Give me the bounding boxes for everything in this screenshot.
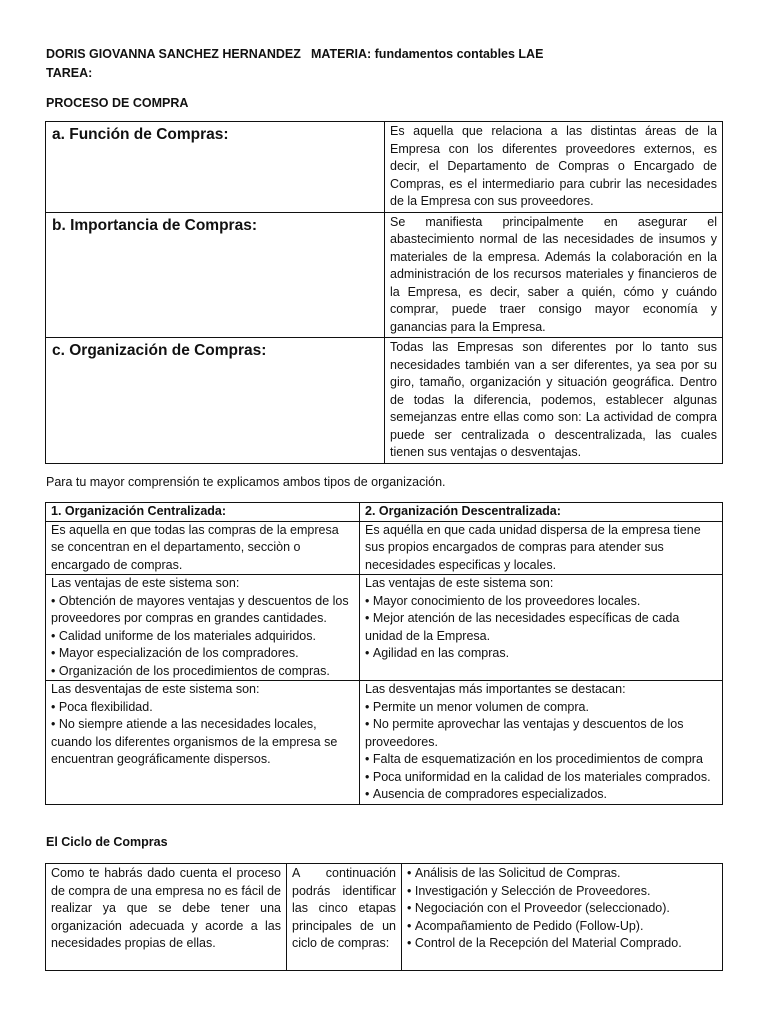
table-row — [46, 503, 723, 522]
table-row — [46, 864, 723, 971]
centralizada-ventajas — [46, 575, 360, 681]
student-name: DORIS GIOVANNA SANCHEZ HERNANDEZ — [46, 47, 301, 61]
ventajas-list — [51, 593, 354, 681]
etapas-list — [407, 865, 717, 953]
organizacion-text: Todas las Empresas son diferentes por lo tanto sus necesidades también van a ser diferentes, ya sea por su giro, tamaño, organización y situación geográfica. Dentro de todas la diferencia, podemos, establecer algunas semejanzas entre ellas como son: La actividad de compra puede ser centralizada o descentralizada, las cuales tienen sus ventajas o desventajas. — [385, 338, 723, 464]
desventajas-list — [365, 699, 717, 804]
list-item: • Agilidad en las compras. — [365, 645, 717, 663]
desventajas-title: Las desventajas de este sistema son: — [51, 682, 260, 696]
list-item: • Mejor atención de las necesidades específicas de cada unidad de la Empresa. — [365, 610, 717, 645]
table-row — [46, 575, 723, 681]
list-item: • Organización de los procedimientos de compras. — [51, 663, 354, 681]
descentralizada-title: 2. Organización Descentralizada: — [360, 503, 723, 522]
list-item: • Permite un menor volumen de compra. — [365, 699, 717, 717]
list-item: • Poca flexibilidad. — [51, 699, 354, 717]
descentralizada-desventajas — [360, 681, 723, 805]
list-item: • Mayor especialización de los compradores. — [51, 645, 354, 663]
organizacion-label: c. Organización de Compras: — [46, 338, 385, 464]
table-row — [46, 681, 723, 805]
subject-label: MATERIA: fundamentos contables LAE — [311, 47, 544, 61]
task-label: TAREA: — [46, 66, 93, 80]
centralizada-definition: Es aquella en que todas las compras de la empresa se concentran en el departamento, secciòn o encargado de compras. — [46, 521, 360, 575]
desventajas-list — [51, 699, 354, 769]
ciclo-etapas-intro: A continuación podrás identificar las cinco etapas principales de un ciclo de compras: — [287, 864, 402, 971]
importancia-label: b. Importancia de Compras: — [46, 212, 385, 338]
list-item: • Poca uniformidad en la calidad de los materiales comprados. — [365, 769, 717, 787]
centralizada-title: 1. Organización Centralizada: — [46, 503, 360, 522]
ventajas-title: Las ventajas de este sistema son: — [365, 576, 554, 590]
compras-table — [45, 121, 723, 464]
list-item: • Análisis de las Solicitud de Compras. — [407, 865, 717, 883]
list-item: • Falta de esquematización en los procedimientos de compra — [365, 751, 717, 769]
ciclo-title: El Ciclo de Compras — [46, 835, 168, 849]
intro-text: Para tu mayor comprensión te explicamos ambos tipos de organización. — [46, 475, 446, 489]
centralizada-desventajas — [46, 681, 360, 805]
list-item: • Control de la Recepción del Material Comprado. — [407, 935, 717, 953]
list-item: • No siempre atiende a las necesidades locales, cuando los diferentes organismos de la empresa se encuentran geográficamente dispersos. — [51, 716, 354, 769]
ventajas-title: Las ventajas de este sistema son: — [51, 576, 240, 590]
list-item: • Negociación con el Proveedor (seleccionado). — [407, 900, 717, 918]
table-row — [46, 338, 723, 464]
table-row — [46, 212, 723, 338]
ventajas-list — [365, 593, 717, 663]
table-row — [46, 521, 723, 575]
list-item: • Ausencia de compradores especializados. — [365, 786, 717, 804]
list-item: • No permite aprovechar las ventajas y descuentos de los proveedores. — [365, 716, 717, 751]
importancia-text: Se manifiesta principalmente en asegurar el abastecimiento normal de las necesidades de insumos y materiales de la empresa. Además la colaboración en la administración de los recursos materiales y financieros de la Empresa, es decir, saber a quién, cómo y cuándo comprar, puede traer consigo mayor economía y ganancias para la Empresa. — [385, 212, 723, 338]
ciclo-etapas — [402, 864, 723, 971]
list-item: • Investigación y Selección de Proveedores. — [407, 883, 717, 901]
funcion-label: a. Función de Compras: — [46, 122, 385, 213]
desventajas-title: Las desventajas más importantes se destacan: — [365, 682, 626, 696]
descentralizada-ventajas — [360, 575, 723, 681]
ciclo-intro: Como te habrás dado cuenta el proceso de compra de una empresa no es fácil de realizar ya que se debe tener una organización adecuada y acorde a las necesidades propias de ellas. — [46, 864, 287, 971]
list-item: • Mayor conocimiento de los proveedores locales. — [365, 593, 717, 611]
list-item: • Acompañamiento de Pedido (Follow-Up). — [407, 918, 717, 936]
descentralizada-definition: Es aquélla en que cada unidad dispersa de la empresa tiene sus propios encargados de compras para atender sus necesidades especificas y locales. — [360, 521, 723, 575]
table-row — [46, 122, 723, 213]
list-item: • Obtención de mayores ventajas y descuentos de los proveedores por compras en grandes cantidades. — [51, 593, 354, 628]
organizacion-table — [45, 502, 723, 805]
section-title: PROCESO DE COMPRA — [46, 96, 189, 110]
ciclo-table — [45, 863, 723, 971]
funcion-text: Es aquella que relaciona a las distintas áreas de la Empresa con los diferentes proveedores externos, es decir, el Departamento de Compras o Encargado de Compras, es el intermediario para cubrir las necesidades de la Empresa con sus proveedores. — [385, 122, 723, 213]
list-item: • Calidad uniforme de los materiales adquiridos. — [51, 628, 354, 646]
